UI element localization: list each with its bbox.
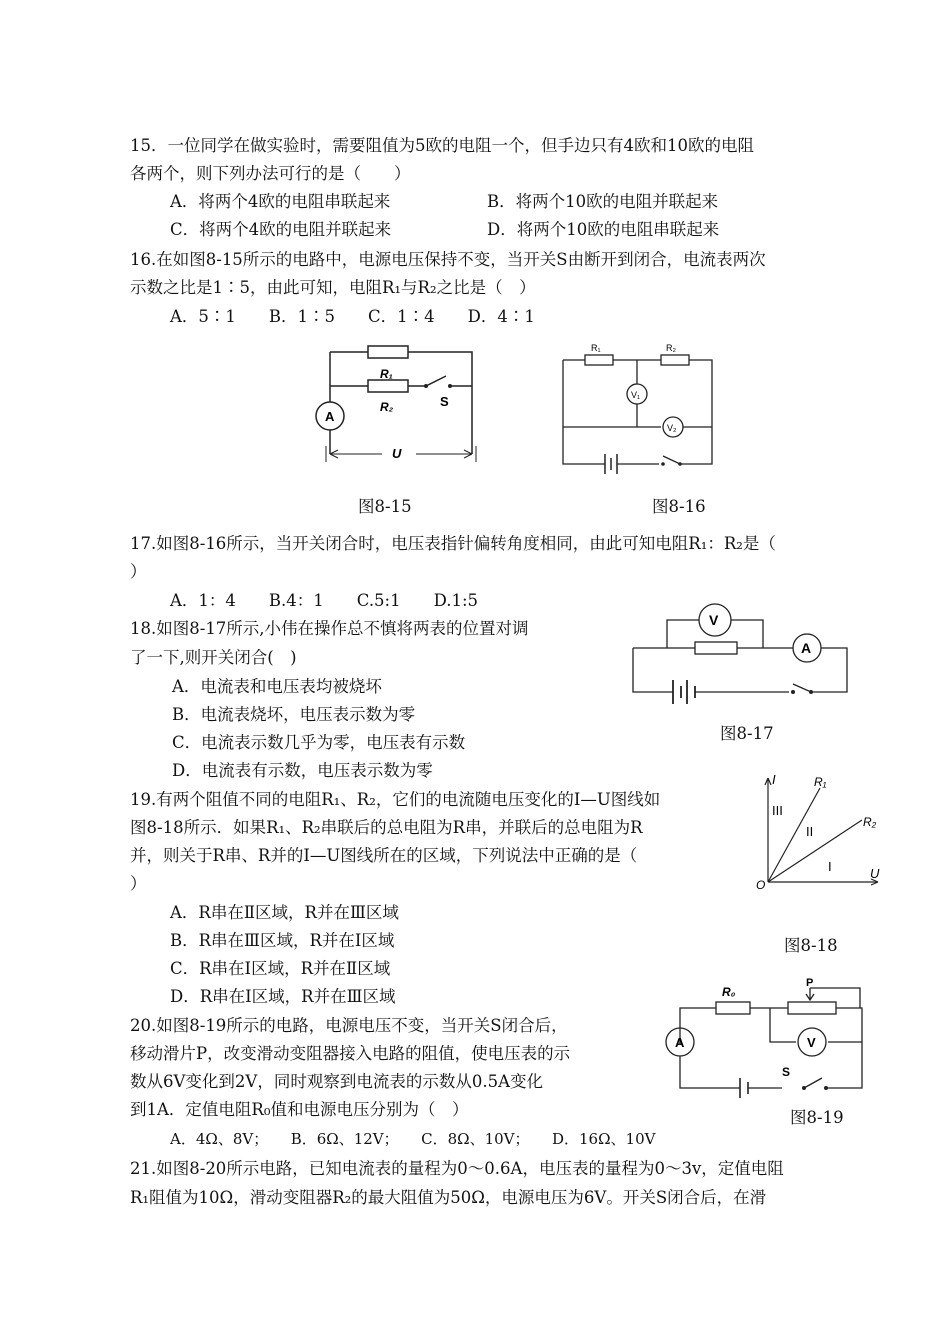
q19-line1: 19.有两个阻值不同的电阻R₁、R₂，它们的电流随电压变化的I—U图线如	[130, 790, 661, 809]
q20-line3: 数从6V变化到2V，同时观察到电流表的示数从0.5A变化	[130, 1072, 543, 1091]
q15-line1: 15．一位同学在做实验时，需要阻值为5欧的电阻一个，但手边只有4欧和10欧的电阻	[130, 136, 754, 155]
fig819-switch-label: S	[782, 1065, 791, 1079]
q17-line2: ）	[130, 562, 147, 581]
fig818-r2-label: R₂	[863, 815, 877, 829]
q18-option-d: D．电流表有示数，电压表示数为零	[172, 761, 433, 780]
q19-line2: 图8-18所示．如果R₁、R₂串联后的总电阻为R串，并联后的总电阻为R	[130, 818, 643, 837]
q18-option-b: B．电流表烧坏，电压表示数为零	[172, 705, 416, 724]
q19-option-d: D．R串在Ⅰ区域，R并在Ⅲ区域	[170, 987, 396, 1006]
fig817-ammeter-label: A	[801, 640, 812, 656]
fig816-r2-label: R₂	[666, 343, 676, 353]
q18-line2: 了一下,则开关闭合( )	[130, 648, 297, 667]
fig815-voltage-label: U	[392, 446, 402, 461]
fig819-caption: 图8-19	[790, 1108, 844, 1127]
q17-options: A．1：4 B.4：1 C.5:1 D.1:5	[170, 591, 479, 610]
q16-line1: 16.在如图8-15所示的电路中，电源电压保持不变，当开关S由断开到闭合，电流表两次	[130, 250, 766, 269]
fig816-r1-label: R₁	[591, 343, 601, 353]
fig819-slider-label: P	[806, 977, 814, 989]
fig818-i-axis: I	[772, 772, 776, 787]
q15-option-a: A．将两个4欧的电阻串联起来	[170, 192, 391, 211]
fig815-r1-label: R₁	[380, 367, 393, 381]
q19-option-c: C．R串在Ⅰ区域，R并在Ⅱ区域	[170, 959, 391, 978]
q18-line1: 18.如图8-17所示,小伟在操作总不慎将两表的位置对调	[130, 619, 529, 638]
q19-option-a: A．R串在Ⅱ区域，R并在Ⅲ区域	[170, 903, 399, 922]
fig817-caption: 图8-17	[720, 724, 774, 743]
fig817-voltmeter-label: V	[709, 612, 719, 628]
q16-line2: 示数之比是1∶5，由此可知，电阻R₁与R₂之比是（ ）	[130, 278, 536, 297]
fig818-region-1: I	[828, 859, 832, 874]
q21-line2: R₁阻值为10Ω，滑动变阻器R₂的最大阻值为50Ω，电源电压为6V。开关S闭合后，在滑	[130, 1188, 767, 1207]
q15-option-c: C．将两个4欧的电阻并联起来	[170, 220, 392, 239]
q20-line1: 20.如图8-19所示的电路，电源电压不变，当开关S闭合后，	[130, 1016, 568, 1035]
fig816-v1-label: V₁	[631, 390, 641, 400]
fig818-origin: O	[756, 878, 766, 892]
q19-line4: ）	[130, 874, 147, 893]
fig819-ammeter-label: A	[675, 1035, 685, 1050]
q16-options: A．5∶1 B．1∶5 C．1∶4 D．4∶1	[170, 307, 535, 326]
fig815-r2-label: R₂	[380, 400, 394, 414]
q17-line1: 17.如图8-16所示，当开关闭合时，电压表指针偏转角度相同，由此可知电阻R₁：R₂是（	[130, 534, 776, 553]
fig815-caption: 图8-15	[358, 497, 412, 516]
q15-option-b: B．将两个10欧的电阻并联起来	[487, 192, 719, 211]
figure-8-17-circuit	[625, 600, 855, 715]
fig818-region-3: III	[772, 803, 783, 818]
fig815-switch-label: S	[440, 394, 449, 409]
fig815-ammeter-label: A	[325, 409, 335, 424]
q15-option-d: D．将两个10欧的电阻串联起来	[487, 220, 720, 239]
q18-option-c: C．电流表示数几乎为零，电压表有示数	[172, 733, 466, 752]
fig819-r0-label: R₀	[722, 985, 736, 999]
q15-line2: 各两个，则下列办法可行的是（ ）	[130, 164, 411, 183]
q20-options: A．4Ω、8V； B．6Ω、12V； C．8Ω、10V； D．16Ω、10V	[170, 1130, 656, 1148]
q20-line2: 移动滑片P，改变滑动变阻器接入电路的阻值，使电压表的示	[130, 1044, 571, 1063]
fig818-caption: 图8-18	[784, 936, 838, 955]
q19-option-b: B．R串在Ⅲ区域，R并在Ⅰ区域	[170, 931, 395, 950]
q20-line4: 到1A．定值电阻R₀值和电源电压分别为（ ）	[130, 1100, 469, 1119]
fig818-u-axis: U	[870, 866, 880, 881]
r2-line	[768, 820, 862, 882]
q19-line3: 并，则关于R串、R并的I—U图线所在的区域，下列说法中正确的是（	[130, 846, 638, 865]
fig819-voltmeter-label: V	[807, 1035, 816, 1050]
fig818-region-2: II	[806, 824, 814, 839]
figure-8-15-circuit	[300, 338, 490, 468]
q18-option-a: A．电流表和电压表均被烧坏	[172, 677, 382, 696]
figure-8-18-iu-graph	[752, 770, 887, 890]
fig816-caption: 图8-16	[652, 497, 706, 516]
figure-8-16-circuit	[555, 338, 725, 468]
q21-line1: 21.如图8-20所示电路，已知电流表的量程为0～0.6A，电压表的量程为0～3v，定值电阻	[130, 1159, 784, 1178]
fig818-r1-label: R₁	[814, 775, 827, 789]
fig816-v2-label: V₂	[667, 423, 677, 433]
figure-8-19-circuit	[660, 978, 870, 1100]
